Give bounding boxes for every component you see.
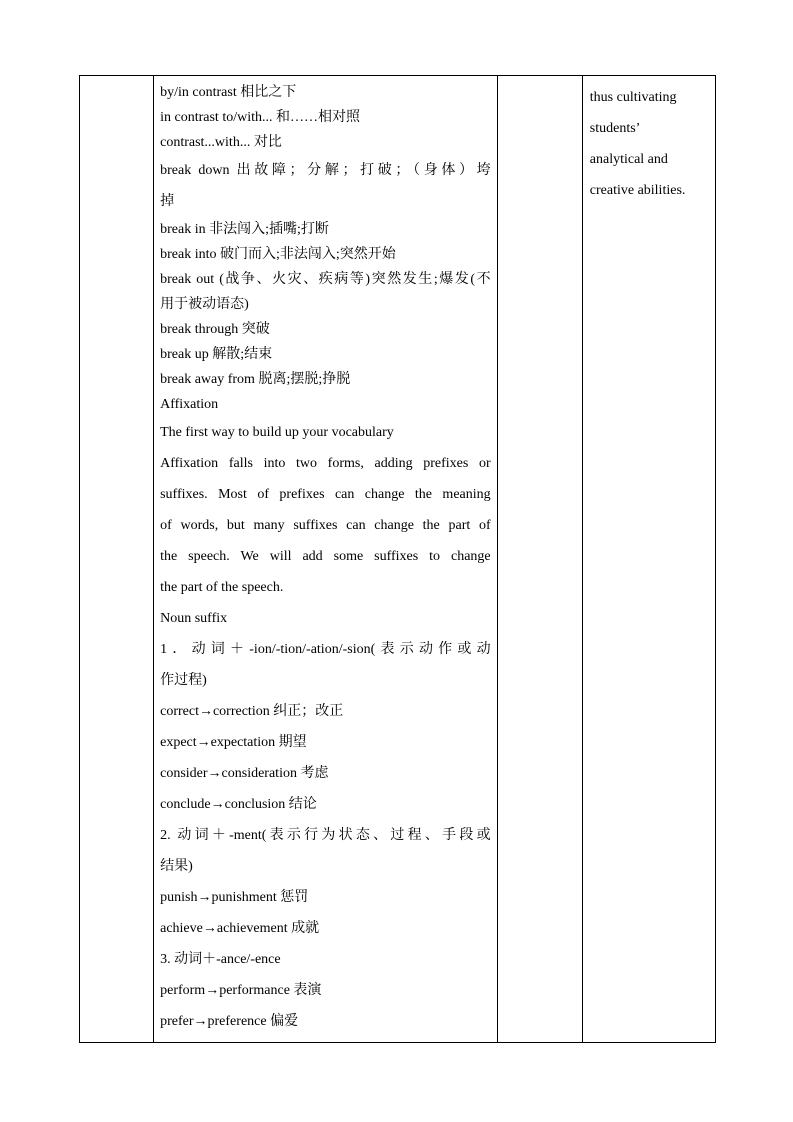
- example-line: perform→performance 表演: [160, 983, 322, 998]
- phrase-line: break in 非法闯入;插嘴;打断: [160, 222, 329, 237]
- body-line: of words, but many suffixes can change the part of: [160, 518, 491, 533]
- example-line: correct→correction 纠正；改正: [160, 704, 344, 719]
- example-line: expect→expectation 期望: [160, 735, 307, 750]
- example-line: conclude→conclusion 结论: [160, 797, 317, 812]
- purpose-cell: [582, 76, 715, 1043]
- purpose-line: creative abilities.: [589, 183, 686, 198]
- table-row: [80, 76, 716, 1043]
- body-line: The first way to build up your vocabulary: [160, 425, 394, 440]
- phrase-line: break into 破门而入;非法闯入;突然开始: [160, 247, 396, 262]
- body-line: the part of the speech.: [160, 580, 284, 595]
- phrase-line: 用于被动语态): [160, 297, 249, 312]
- phrase-line: break through 突破: [160, 322, 270, 337]
- content-cell: [154, 76, 498, 1043]
- phrase-line: by/in contrast 相比之下: [160, 85, 297, 100]
- rule-line: 作过程): [160, 673, 207, 688]
- phrase-line: contrast...with... 对比: [160, 135, 282, 150]
- example-line: consider→consideration 考虑: [160, 766, 329, 781]
- phrase-line: 掉: [160, 194, 175, 209]
- body-line: suffixes. Most of prefixes can change the meaning: [160, 487, 491, 502]
- rule-line: 2. 动词＋-ment(表示行为状态、过程、手段或: [160, 828, 491, 843]
- empty-cell-middle: [497, 76, 582, 1043]
- example-line: punish→punishment 惩罚: [160, 890, 309, 905]
- phrase-line: break away from 脱离;摆脱;挣脱: [160, 372, 351, 387]
- section-heading: Noun suffix: [160, 611, 228, 626]
- phrase-line: break out (战争、火灾、疾病等)突然发生;爆发(不: [160, 272, 491, 287]
- purpose-line: analytical and: [589, 152, 668, 167]
- phrase-line: break down 出故障；分解；打破；（身体）垮: [160, 163, 491, 178]
- purpose-line: thus cultivating: [589, 90, 677, 105]
- rule-line: 3. 动词＋-ance/-ence: [160, 952, 281, 967]
- purpose-line: students’: [589, 121, 641, 136]
- empty-cell-left: [80, 76, 154, 1043]
- rule-line: 1．动词＋-ion/-tion/-ation/-sion(表示动作或动: [160, 642, 491, 657]
- phrase-line: break up 解散;结束: [160, 347, 273, 362]
- body-line: the speech. We will add some suffixes to change: [160, 549, 491, 564]
- body-line: Affixation falls into two forms, adding prefixes or: [160, 456, 491, 471]
- rule-line: 结果): [160, 859, 193, 874]
- example-line: prefer→preference 偏爱: [160, 1014, 299, 1029]
- section-heading: Affixation: [160, 397, 219, 412]
- phrase-line: in contrast to/with... 和……相对照: [160, 110, 360, 125]
- example-line: achieve→achievement 成就: [160, 921, 320, 936]
- lesson-table: [79, 75, 716, 1043]
